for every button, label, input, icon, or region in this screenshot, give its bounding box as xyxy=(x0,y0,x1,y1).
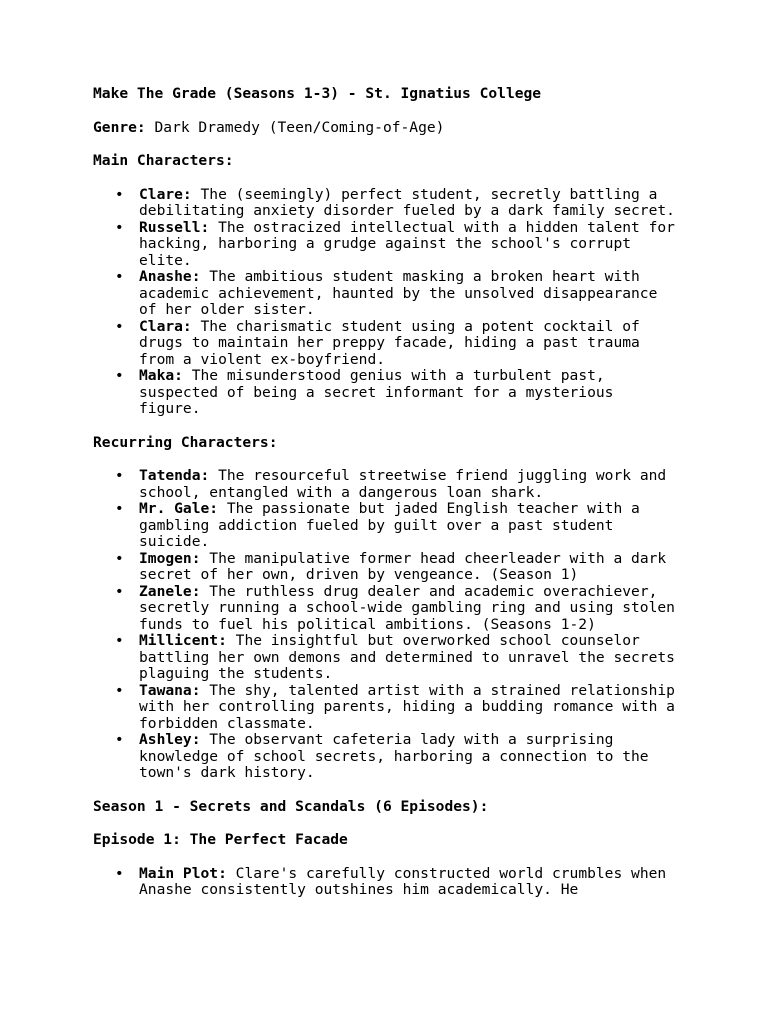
list-item xyxy=(93,368,683,418)
main-characters-heading: Main Characters: xyxy=(93,152,234,169)
character-name: Tawana: xyxy=(139,681,201,699)
bullet-icon: • xyxy=(115,549,124,567)
list-item xyxy=(93,866,683,899)
bullet-icon: • xyxy=(115,317,124,335)
episode-item-text: Clare's carefully constructed world crumbles when Anashe consistently outshines him academically. He xyxy=(139,864,667,898)
episode-1-heading: Episode 1: The Perfect Facade xyxy=(93,831,348,848)
character-description: The resourceful streetwise friend juggling work and school, entangled with a dangerous loan shark. xyxy=(139,467,667,501)
character-description: The (seemingly) perfect student, secretly battling a debilitating anxiety disorder fueled by a dark family secret. xyxy=(139,185,675,219)
recurring-characters-list xyxy=(93,468,683,782)
character-name: Anashe: xyxy=(139,268,201,285)
genre-label: Genre: xyxy=(93,118,146,136)
character-description: The ruthless drug dealer and academic overachiever, secretly running a school-wide gambling ring and using stolen funds to fuel his political ambitions. (Seasons 1-2) xyxy=(139,582,675,633)
character-name: Millicent: xyxy=(139,632,227,649)
bullet-icon: • xyxy=(115,367,124,384)
list-item xyxy=(93,319,683,369)
list-item xyxy=(93,584,683,634)
list-item xyxy=(93,220,683,270)
character-description: The ambitious student masking a broken heart with academic achievement, haunted by the unsolved disappearance of her older sister. xyxy=(139,268,658,318)
character-name: Mr. Gale: xyxy=(139,500,219,517)
bullet-icon: • xyxy=(115,467,124,484)
list-item xyxy=(93,187,683,220)
bullet-icon: • xyxy=(115,681,124,699)
list-item xyxy=(93,683,683,733)
list-item xyxy=(93,501,683,551)
character-description: The insightful but overworked school counselor battling her own demons and determined to unravel the secrets plaguing the students. xyxy=(139,632,675,682)
recurring-characters-heading: Recurring Characters: xyxy=(93,433,278,451)
genre-value: Dark Dramedy (Teen/Coming-of-Age) xyxy=(145,118,445,136)
episode-item-label: Main Plot: xyxy=(139,864,227,882)
list-item xyxy=(93,551,683,584)
list-item xyxy=(93,732,683,782)
character-description: The observant cafeteria lady with a surprising knowledge of school secrets, harboring a connection to the town's dark history. xyxy=(139,731,649,781)
season-1-heading: Season 1 - Secrets and Scandals (6 Episodes): xyxy=(93,797,489,815)
character-description: The misunderstood genius with a turbulent past, suspected of being a secret informant for a mysterious figure. xyxy=(139,367,614,417)
character-name: Tatenda: xyxy=(139,467,210,484)
list-item xyxy=(93,468,683,501)
character-description: The ostracized intellectual with a hidden talent for hacking, harboring a grudge against the school's corrupt elite. xyxy=(139,218,675,269)
main-characters-list xyxy=(93,187,683,418)
character-name: Maka: xyxy=(139,367,183,384)
character-name: Imogen: xyxy=(139,549,201,567)
bullet-icon: • xyxy=(115,864,124,882)
character-name: Ashley: xyxy=(139,731,201,748)
list-item xyxy=(93,269,683,319)
character-name: Russell: xyxy=(139,218,210,236)
bullet-icon: • xyxy=(115,582,124,600)
character-description: The manipulative former head cheerleader with a dark secret of her own, driven by vengeance. (Season 1) xyxy=(139,549,667,583)
character-description: The passionate but jaded English teacher with a gambling addiction fueled by guilt over a past student suicide. xyxy=(139,500,640,550)
list-item xyxy=(93,633,683,683)
character-name: Clara: xyxy=(139,317,192,335)
bullet-icon: • xyxy=(115,632,124,649)
genre-line xyxy=(93,120,683,137)
character-name: Zanele: xyxy=(139,582,201,600)
character-description: The shy, talented artist with a strained relationship with her controlling parents, hiding a budding romance with a forbidden classmate. xyxy=(139,681,675,732)
bullet-icon: • xyxy=(115,731,124,748)
character-description: The charismatic student using a potent cocktail of drugs to maintain her preppy facade, hiding a past trauma from a violent ex-boyfriend. xyxy=(139,317,640,368)
bullet-icon: • xyxy=(115,500,124,517)
document-page xyxy=(93,86,683,916)
bullet-icon: • xyxy=(115,218,124,236)
bullet-icon: • xyxy=(115,185,124,203)
document-title: Make The Grade (Seasons 1-3) - St. Ignatius College xyxy=(93,85,542,102)
episode-1-list xyxy=(93,866,683,899)
character-name: Clare: xyxy=(139,185,192,203)
bullet-icon: • xyxy=(115,268,124,285)
